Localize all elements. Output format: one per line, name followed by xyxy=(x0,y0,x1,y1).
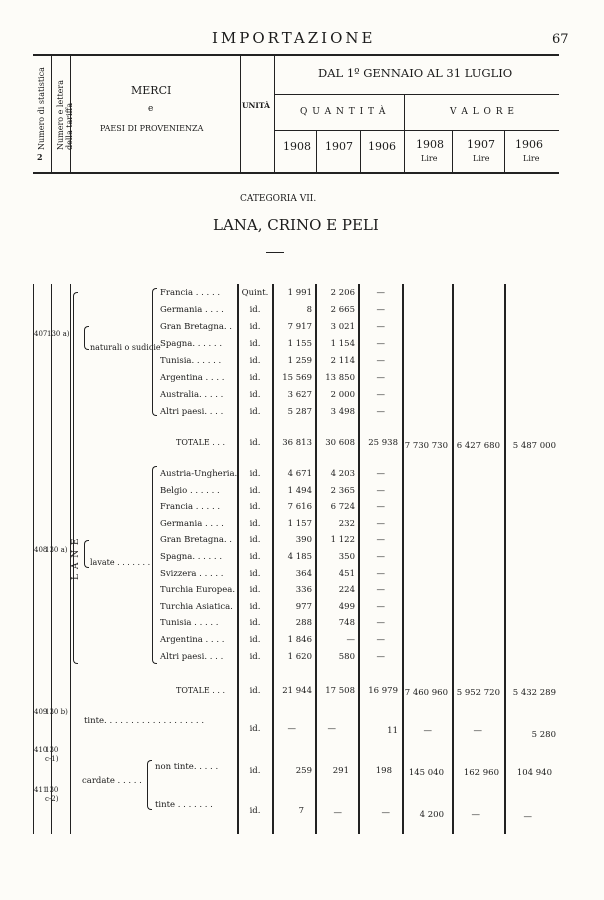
row-q1907: 2 365 xyxy=(330,485,355,496)
lane-brace xyxy=(73,292,78,664)
row-q1908: 259 xyxy=(295,766,312,776)
row-unit: id. xyxy=(249,485,261,496)
row-q1908: 5 287 xyxy=(287,407,312,417)
row-country: Gran Bretagna. . xyxy=(160,322,233,332)
row-unit: id. xyxy=(249,651,261,662)
section-label: tinte. . . . . . . . . . . . . . . . . . . xyxy=(84,716,205,726)
row-q1907: 2 206 xyxy=(330,288,355,298)
total-v1906: 5 432 289 xyxy=(512,688,556,698)
row-q1907: 6 724 xyxy=(330,502,355,513)
row-q1908: 1 620 xyxy=(287,651,312,662)
row-country: Argentina . . . . xyxy=(160,373,225,383)
row-unit: id. xyxy=(249,518,261,529)
total-q1907: 30 608 xyxy=(325,438,355,448)
row-q1906: — xyxy=(376,651,385,662)
row-unit: id. xyxy=(249,305,261,315)
row-unit: id. xyxy=(249,322,261,332)
row-q1906: — xyxy=(376,535,385,546)
row-v1906: 5 280 xyxy=(531,730,556,740)
row-q1908: 1 259 xyxy=(287,356,312,366)
row-q1907: — xyxy=(333,808,342,818)
row-v1906: — xyxy=(523,812,532,822)
section-label: cardate . . . . . xyxy=(82,776,142,786)
row-q1908: 336 xyxy=(295,585,312,596)
tariff-number: 130 a) xyxy=(47,330,70,338)
total-v1907: 5 952 720 xyxy=(456,688,500,698)
row-q1908: — xyxy=(287,724,296,734)
col-tariff-header: Numero e lettera della tariffa xyxy=(56,80,74,150)
row-country: Austria-Ungheria. xyxy=(160,469,238,479)
total-label: TOTALE . . . xyxy=(176,438,225,447)
total-unit: id. xyxy=(249,438,261,448)
row-q1908: 15 569 xyxy=(282,373,312,383)
row-v1907: — xyxy=(471,810,480,820)
row-country: Francia . . . . . xyxy=(160,502,221,513)
row-v1908: 145 040 xyxy=(408,768,444,778)
row-q1907: 224 xyxy=(338,585,355,596)
merci-and: e xyxy=(148,104,154,114)
row-q1907: 2 114 xyxy=(330,356,355,366)
unita-heading: UNITÀ xyxy=(242,101,270,110)
row-q1906: — xyxy=(376,339,385,349)
lavate-brace xyxy=(84,540,89,568)
row-q1906: — xyxy=(376,601,385,612)
row-country: Altri paesi. . . . xyxy=(160,651,224,662)
row-country: Australia. . . . . xyxy=(160,390,224,400)
naturali-country-brace xyxy=(152,288,157,416)
row-q1907: 4 203 xyxy=(330,469,355,479)
v-year-1906: 1906 xyxy=(515,138,543,151)
merci-heading: MERCI xyxy=(131,84,172,97)
row-q1907: 748 xyxy=(338,618,355,629)
row-unit: id. xyxy=(249,469,261,479)
stat-number: 410 xyxy=(34,746,48,754)
total-label: TOTALE . . . xyxy=(176,686,225,695)
row-unit: id. xyxy=(249,552,261,562)
row-country: Spagna. . . . . . xyxy=(160,339,223,349)
row-q1907: 1 154 xyxy=(330,339,355,349)
section-label: naturali o sudicie xyxy=(90,343,161,352)
page-number: 67 xyxy=(552,32,569,47)
row-q1906: — xyxy=(376,373,385,383)
row-q1906: — xyxy=(376,356,385,366)
total-q1908: 36 813 xyxy=(282,438,312,448)
q-year-1906: 1906 xyxy=(368,140,396,153)
v-year-1908: 1908 xyxy=(416,138,444,151)
row-unit: id. xyxy=(249,724,261,734)
row-q1907: 499 xyxy=(338,601,355,612)
row-q1908: 390 xyxy=(295,535,312,546)
stat-number: 407 xyxy=(34,330,48,338)
row-unit: id. xyxy=(249,766,261,776)
tariff-number: 130 c-1) xyxy=(45,746,59,763)
row-v1907: — xyxy=(473,726,482,736)
lavate-country-brace xyxy=(152,466,157,664)
row-q1907: 2 665 xyxy=(330,305,355,315)
category-label: CATEGORIA VII. xyxy=(240,194,317,204)
row-unit: id. xyxy=(249,356,261,366)
row-q1908: 7 616 xyxy=(287,502,312,513)
row-q1906: — xyxy=(376,485,385,496)
row-country: tinte . . . . . . . xyxy=(155,800,213,810)
row-unit: id. xyxy=(249,535,261,546)
row-country: Altri paesi. . . . xyxy=(160,407,224,417)
row-q1907: 291 xyxy=(332,766,349,776)
row-unit: id. xyxy=(249,568,261,579)
stat-number: 409 xyxy=(34,708,48,716)
row-q1906: — xyxy=(376,518,385,529)
row-q1907: 232 xyxy=(338,518,355,529)
q-year-1907: 1907 xyxy=(325,140,353,153)
title-rule xyxy=(266,252,284,253)
row-country: Svizzera . . . . . xyxy=(160,568,224,579)
row-country: Belgio . . . . . . xyxy=(160,485,220,496)
row-q1906: — xyxy=(376,390,385,400)
row-q1908: 288 xyxy=(295,618,312,629)
row-q1906: — xyxy=(376,322,385,332)
row-q1906: — xyxy=(376,618,385,629)
row-v1907: 162 960 xyxy=(463,768,499,778)
total-v1908: 7 730 730 xyxy=(404,441,448,451)
row-q1908: 1 494 xyxy=(287,485,312,496)
row-v1908: — xyxy=(423,726,432,736)
row-q1908: 7 917 xyxy=(287,322,312,332)
row-q1906: 11 xyxy=(387,726,398,736)
row-q1906: — xyxy=(381,808,390,818)
col-stat-header: Numero di statistica xyxy=(37,67,46,150)
row-unit: id. xyxy=(249,390,261,400)
period-heading: DAL 1º GENNAIO AL 31 LUGLIO xyxy=(318,66,513,80)
total-v1906: 5 487 000 xyxy=(512,441,556,451)
row-country: Argentina . . . . xyxy=(160,635,225,645)
row-q1908: 1 991 xyxy=(287,288,312,298)
row-q1906: — xyxy=(376,585,385,596)
category-title: LANA, CRINO E PELI xyxy=(213,216,379,234)
row-q1906: — xyxy=(376,305,385,315)
row-unit: id. xyxy=(249,601,261,612)
row-unit: id. xyxy=(249,618,261,629)
row-unit: id. xyxy=(249,502,261,513)
row-q1907: — xyxy=(346,635,355,645)
row-v1906: 104 940 xyxy=(516,768,552,778)
total-q1908: 21 944 xyxy=(282,686,312,696)
row-q1908: 364 xyxy=(295,568,312,579)
stat-number: 408 xyxy=(34,546,48,554)
row-q1907: 13 850 xyxy=(325,373,355,383)
row-country: Tunisia . . . . . xyxy=(160,618,219,629)
total-q1906: 25 938 xyxy=(368,438,398,448)
row-q1907: 451 xyxy=(338,568,355,579)
total-q1906: 16 979 xyxy=(368,686,398,696)
tariff-number: 130 b) xyxy=(45,708,68,716)
row-unit: id. xyxy=(249,373,261,383)
row-q1908: 1 155 xyxy=(287,339,312,349)
row-country: non tinte. . . . . xyxy=(155,762,219,772)
row-country: Gran Bretagna. . xyxy=(160,535,233,546)
row-q1908: 977 xyxy=(295,601,312,612)
lire-label: Lire xyxy=(473,154,490,163)
total-v1907: 6 427 680 xyxy=(456,441,500,451)
row-q1908: 4 671 xyxy=(287,469,312,479)
row-unit: id. xyxy=(249,806,261,816)
stat-number: 411 xyxy=(34,786,48,794)
lane-group-label: L A N E xyxy=(71,537,81,580)
page-title: IMPORTAZIONE xyxy=(212,29,376,47)
lire-label: Lire xyxy=(523,154,540,163)
row-v1908: 4 200 xyxy=(419,810,444,820)
paesi-heading: PAESI DI PROVENIENZA xyxy=(100,124,204,133)
row-q1908: 3 627 xyxy=(287,390,312,400)
row-unit: Quint. xyxy=(241,288,269,298)
row-q1907: 2 000 xyxy=(330,390,355,400)
q-year-1908: 1908 xyxy=(283,140,311,153)
row-q1907: — xyxy=(327,724,336,734)
row-q1908: 1 846 xyxy=(287,635,312,645)
row-q1906: — xyxy=(376,407,385,417)
row-unit: id. xyxy=(249,585,261,596)
row-country: Spagna. . . . . . xyxy=(160,552,223,562)
row-country: Francia . . . . . xyxy=(160,288,221,298)
row-q1908: 4 185 xyxy=(287,552,312,562)
row-q1907: 580 xyxy=(338,651,355,662)
col-marker: 2 xyxy=(37,152,43,162)
total-q1907: 17 508 xyxy=(325,686,355,696)
row-q1906: 198 xyxy=(375,766,392,776)
v-year-1907: 1907 xyxy=(467,138,495,151)
row-country: Turchia Asiatica. xyxy=(160,601,233,612)
row-q1907: 3 021 xyxy=(330,322,355,332)
cardate-brace xyxy=(147,760,152,810)
row-q1906: — xyxy=(376,635,385,645)
row-country: Tunisia. . . . . . xyxy=(160,356,222,366)
quantita-heading: Q U A N T I T À xyxy=(300,107,387,117)
lire-label: Lire xyxy=(421,154,438,163)
row-unit: id. xyxy=(249,339,261,349)
row-country: Turchia Europea. xyxy=(160,585,236,596)
row-q1906: — xyxy=(376,469,385,479)
row-q1906: — xyxy=(376,568,385,579)
row-q1906: — xyxy=(376,288,385,298)
row-q1906: — xyxy=(376,552,385,562)
row-q1907: 3 498 xyxy=(330,407,355,417)
row-country: Germania . . . . xyxy=(160,518,224,529)
row-q1906: — xyxy=(376,502,385,513)
row-unit: id. xyxy=(249,407,261,417)
row-q1908: 8 xyxy=(306,305,312,315)
tariff-number: 130 a) xyxy=(45,546,68,554)
tariff-number: 130 c-2) xyxy=(45,786,59,803)
row-q1907: 1 122 xyxy=(330,535,355,546)
section-label: lavate . . . . . . . xyxy=(90,558,151,567)
total-v1908: 7 460 960 xyxy=(404,688,448,698)
row-country: Germania . . . . xyxy=(160,305,224,315)
total-unit: id. xyxy=(249,686,261,696)
row-unit: id. xyxy=(249,635,261,645)
valore-heading: V A L O R E xyxy=(450,107,516,117)
row-q1908: 1 157 xyxy=(287,518,312,529)
naturali-brace xyxy=(84,326,89,350)
row-q1908: 7 xyxy=(298,806,304,816)
row-q1907: 350 xyxy=(338,552,355,562)
